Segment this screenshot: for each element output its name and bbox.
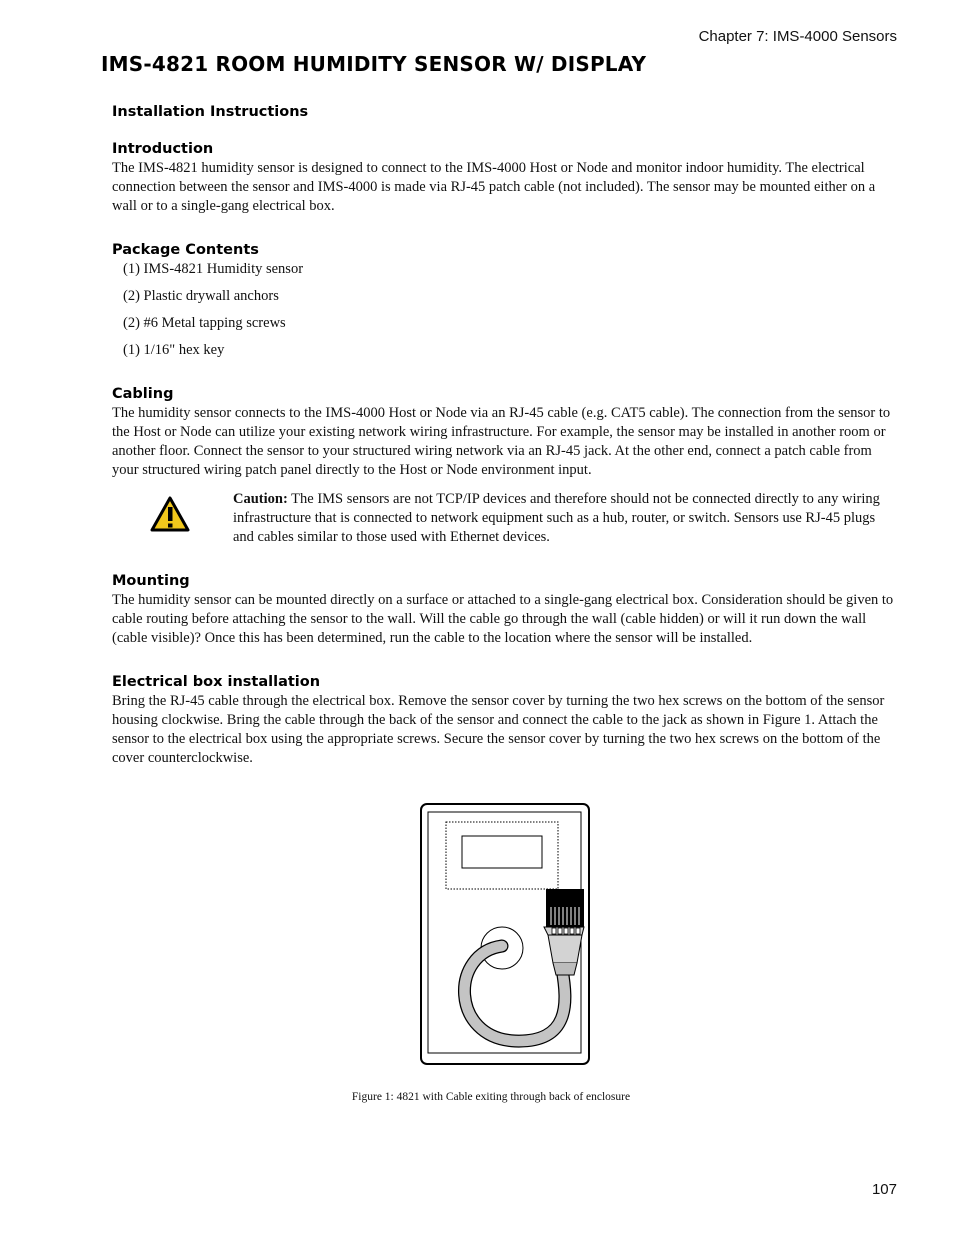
package-contents-list xyxy=(112,260,898,360)
chapter-header: Chapter 7: IMS-4000 Sensors xyxy=(698,28,897,45)
figure-caption: Figure 1: 4821 with Cable exiting through back of enclosure xyxy=(351,1091,631,1103)
electrical-box-heading: Electrical box installation xyxy=(112,674,321,690)
installation-heading: Installation Instructions xyxy=(112,104,309,120)
introduction-text: The IMS-4821 humidity sensor is designed to connect to the IMS-4000 Host or Node and monitor indoor humidity. The electrical connection between the sensor and IMS-4000 is made via RJ-45 patch cable (not included). The sensor may be mounted either on a wall or to a single-gang electrical box. xyxy=(112,160,876,214)
rj45-jack xyxy=(546,889,584,928)
caution-paragraph xyxy=(233,490,898,547)
mounting-text: The humidity sensor can be mounted directly on a surface or attached to a single-gang electrical box. Consideration should be given to cable routing before attaching the sensor to the wall. Will the cable go through the wall (cable hidden) or will it run down the wall (cable visible)? Once this has been determined, run the cable to the location where the sensor will be installed. xyxy=(112,592,894,646)
list-item: (2) #6 Metal tapping screws xyxy=(123,315,286,331)
plug-boot xyxy=(553,963,577,975)
caution-label: Caution: xyxy=(233,491,288,507)
list-item: (1) 1/16" hex key xyxy=(123,342,225,358)
list-item: (1) IMS-4821 Humidity sensor xyxy=(123,261,304,277)
page-number: 107 xyxy=(871,1181,897,1198)
page-title: IMS-4821 ROOM HUMIDITY SENSOR W/ DISPLAY xyxy=(101,52,647,76)
cabling-heading: Cabling xyxy=(112,386,174,402)
mounting-heading: Mounting xyxy=(112,573,190,589)
introduction-heading: Introduction xyxy=(112,141,214,157)
list-item: (2) Plastic drywall anchors xyxy=(123,288,279,304)
caution-text: The IMS sensors are not TCP/IP devices and therefore should not be connected directly to any wiring infrastructure that is connected to network equipment such as a hub, router, or switch. Sensors use RJ-45 plugs and cables similar to those used with Ethernet devices. xyxy=(233,491,880,545)
electrical-box-text: Bring the RJ-45 cable through the electrical box. Remove the sensor cover by turning the two hex screws on the bottom of the sensor housing clockwise. Bring the cable through the back of the sensor and connect the cable to the jack as shown in Figure 1. Attach the sensor to the electrical box using the appropriate screws. Secure the sensor cover by turning the two hex screws on the bottom of the cover counterclockwise. xyxy=(112,693,885,766)
caution-note xyxy=(112,490,898,547)
cabling-text: The humidity sensor connects to the IMS-4000 Host or Node via an RJ-45 cable (e.g. CAT5 cable). The connection from the sensor to the Host or Node can utilize your existing network wiring infrastructure. For example, the sensor may be installed in another room or another floor. Connect the sensor to your structured wiring network via an RJ-45 jack. At the other end, connect a patch cable from your structured wiring patch panel directly to the Host or Node environment input. xyxy=(112,405,891,478)
package-contents-heading: Package Contents xyxy=(112,242,259,258)
main-content xyxy=(112,102,898,768)
sensor-figure xyxy=(420,803,590,1065)
warning-triangle-icon xyxy=(150,496,190,532)
